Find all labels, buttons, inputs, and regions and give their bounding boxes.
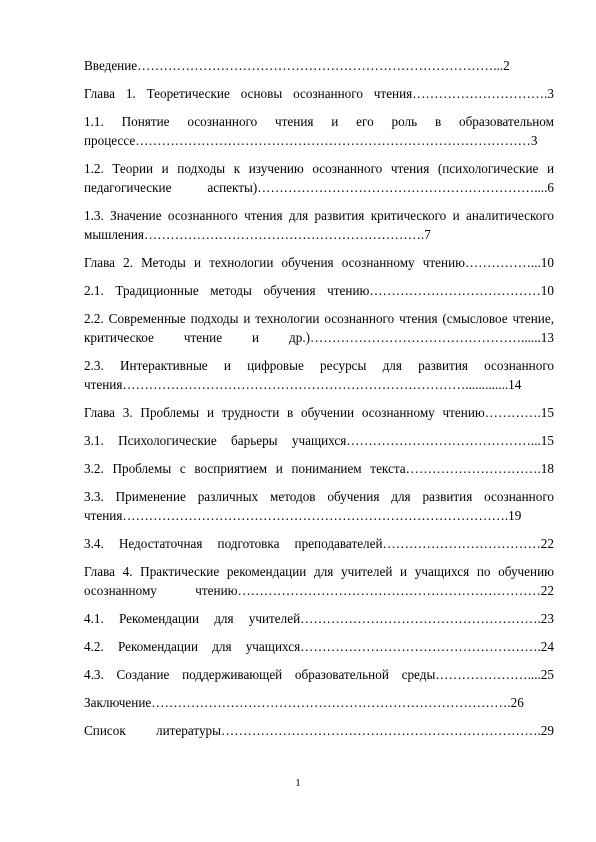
toc-entry-4-2: 4.2. Рекомендации для учащихся……………………………………………….24: [84, 639, 554, 654]
page-number: 1: [295, 777, 301, 789]
toc-entry-chapter-3: Глава 3. Проблемы и трудности в обучении осознанному чтению………….15: [84, 405, 554, 420]
table-of-contents: [84, 56, 554, 749]
toc-entry-1-1: 1.1. Понятие осознанного чтения и его роль в образовательном процессе………………………………………………………………………………3: [84, 114, 554, 148]
toc-entry-introduction: Введение………………………………………………………………………...2: [84, 58, 510, 73]
toc-entry-2-3: 2.3. Интерактивные и цифровые ресурсы для развития осознанного чтения…………………………………………………………………….............14: [84, 358, 554, 392]
toc-entry-chapter-4: Глава 4. Практические рекомендации для учителей и учащихся по обучению осознанному чтению……………………………………………………………22: [84, 564, 554, 598]
toc-entry-3-1: 3.1. Психологические барьеры учащихся……………………………………...15: [84, 433, 554, 448]
toc-entry-4-1: 4.1. Рекомендации для учителей……………………………………………….23: [84, 611, 554, 626]
toc-entry-4-3: 4.3. Создание поддерживающей образовательной среды…………………....25: [84, 667, 554, 682]
toc-entry-3-3: 3.3. Применение различных методов обучения для развития осознанного чтения…………………………………………………………………………….19: [84, 489, 554, 523]
toc-entry-2-1: 2.1. Традиционные методы обучения чтению…………………………………10: [84, 283, 554, 298]
toc-entry-conclusion: Заключение……………………………………………………………………….26: [84, 695, 524, 710]
toc-entry-references: Список литературы……………………………………………………………….29: [84, 723, 554, 738]
toc-entry-1-2: 1.2. Теории и подходы к изучению осознанного чтения (психологические и педагогические аспекты)………………………………………………………....6: [84, 161, 554, 195]
toc-entry-1-3: 1.3. Значение осознанного чтения для развития критического и аналитического мышления……………………………………………………….7: [84, 208, 554, 242]
toc-entry-3-4: 3.4. Недостаточная подготовка преподавателей………………………………22: [84, 536, 554, 551]
toc-entry-chapter-1: Глава 1. Теоретические основы осознанного чтения………………………….3: [84, 86, 554, 101]
toc-entry-2-2: 2.2. Современные подходы и технологии осознанного чтения (смысловое чтение, критическое чтение и др.)…………………………………………......13: [84, 311, 554, 345]
toc-entry-3-2: 3.2. Проблемы с восприятием и пониманием текста………………………….18: [84, 461, 554, 476]
toc-entry-chapter-2: Глава 2. Методы и технологии обучения осознанному чтению……………...10: [84, 255, 554, 270]
